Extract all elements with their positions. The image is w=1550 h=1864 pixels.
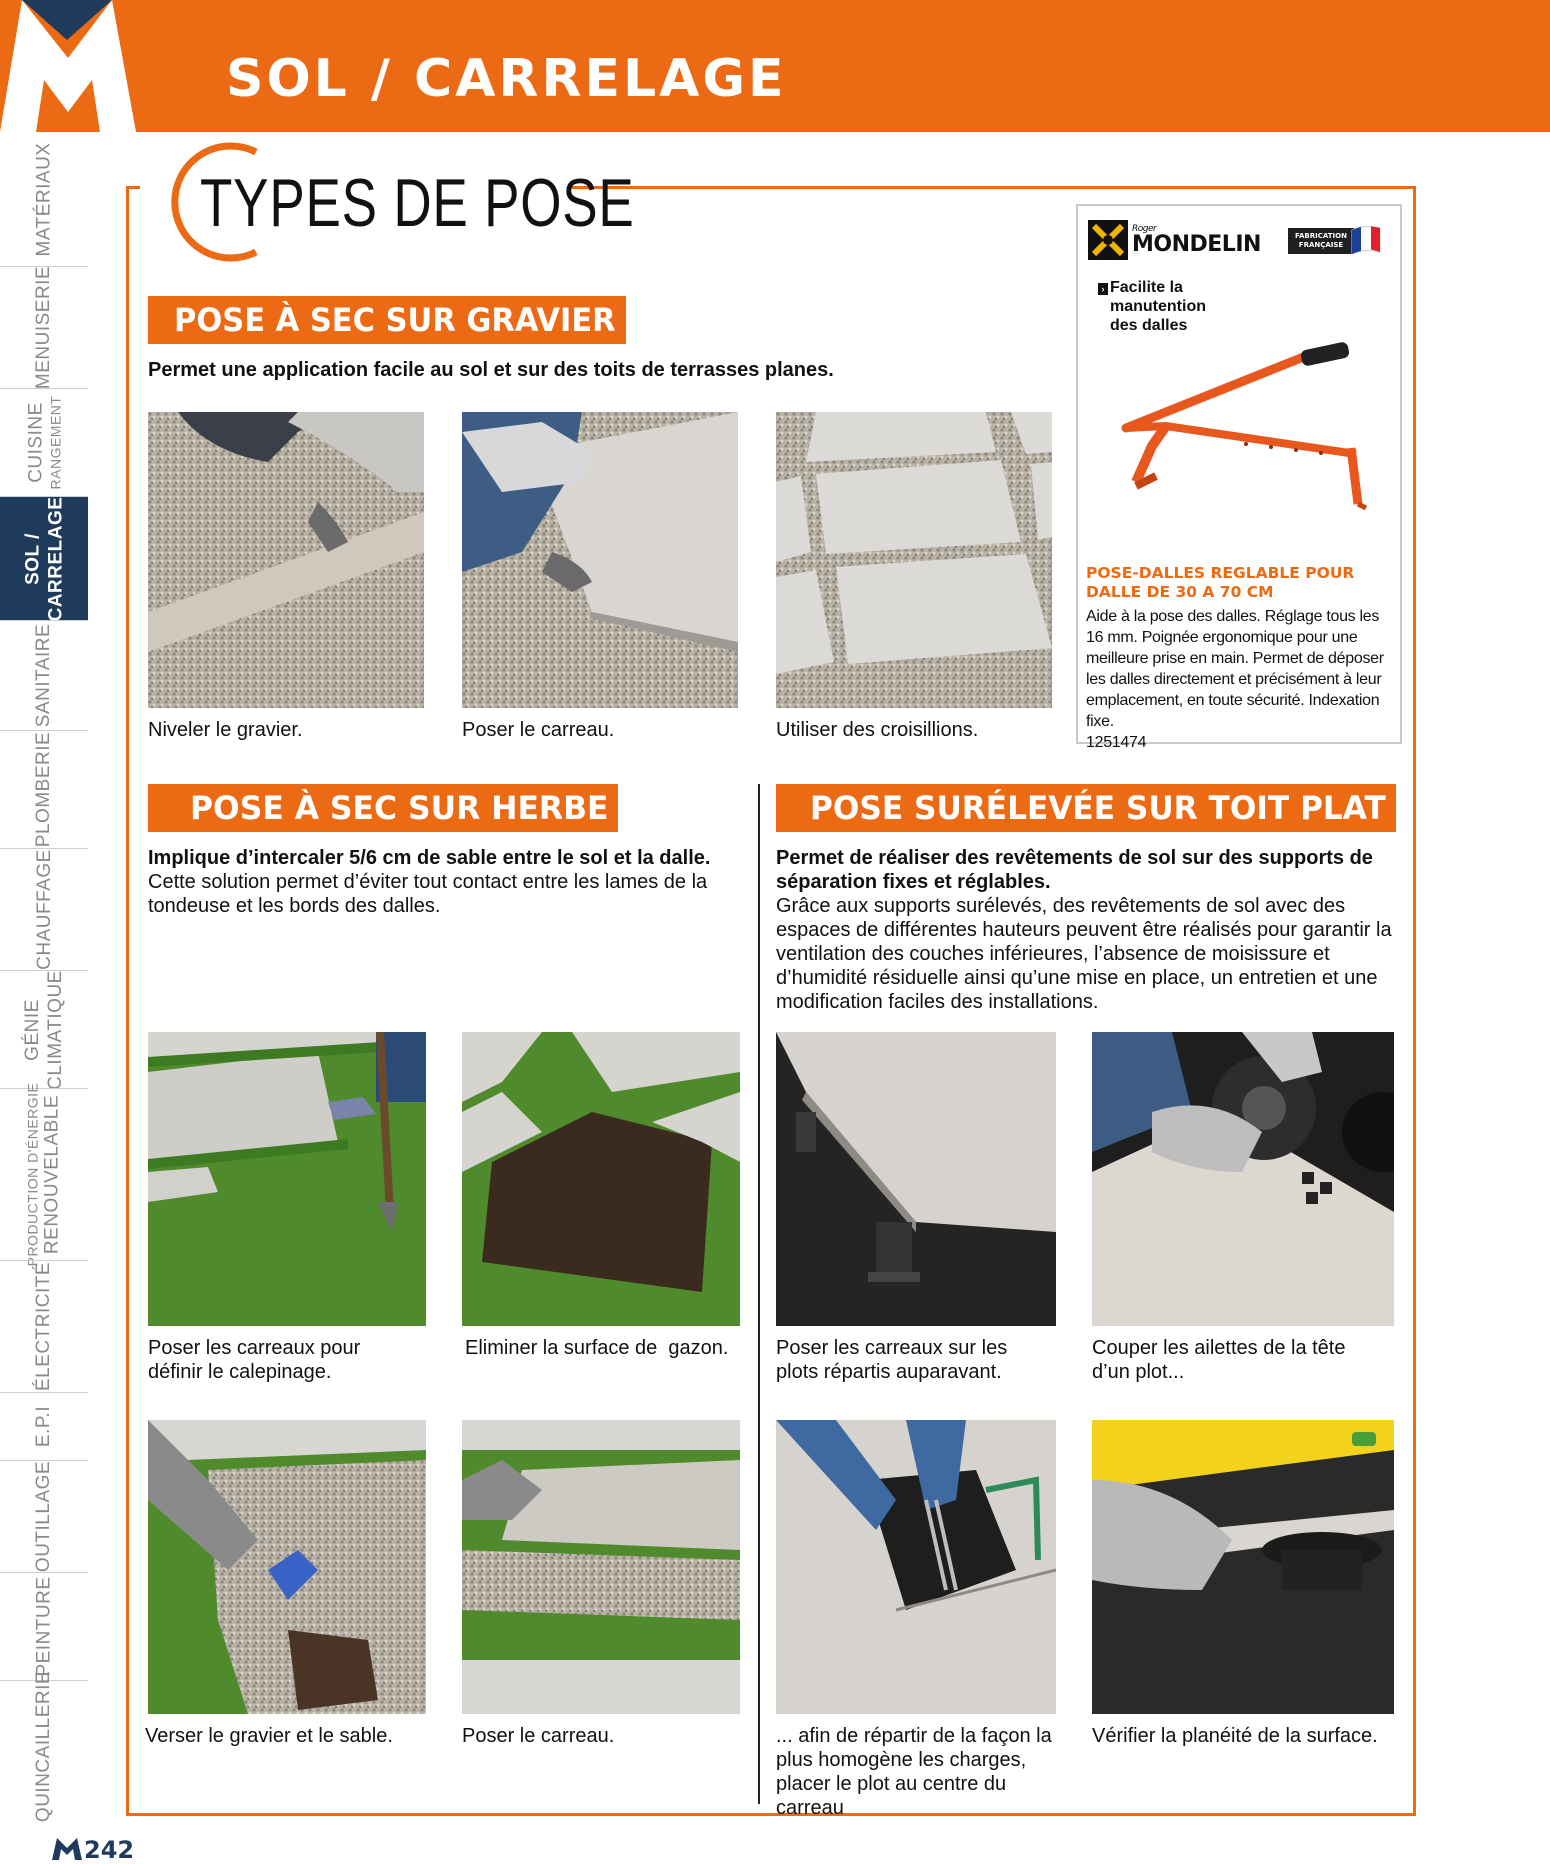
fabrication-francaise-badge xyxy=(1288,224,1386,258)
heading-pose-surelevee xyxy=(776,784,1396,832)
brand-logo xyxy=(0,0,158,132)
page-number xyxy=(52,1836,134,1864)
sidebar-item-label: PLOMBERIE xyxy=(33,731,55,848)
sidebar-item-label: OUTILLAGE xyxy=(33,1460,55,1573)
brand-block xyxy=(1088,220,1261,260)
herbe-intro xyxy=(148,846,718,918)
photo-placer-plot xyxy=(776,1420,1056,1714)
product-card[interactable] xyxy=(1076,204,1402,751)
caption-ailettes: Couper les ailettes de la tête d’un plot... xyxy=(1092,1337,1346,1383)
sidebar-item-production-energie[interactable] xyxy=(0,1082,88,1267)
arrow-icon: › xyxy=(1098,283,1108,295)
sidebar-item-sublabel: CLIMATIQUE xyxy=(45,969,66,1090)
sidebar-item-sol-carrelage[interactable] xyxy=(0,496,88,620)
sidebar-item-cuisine[interactable] xyxy=(0,388,88,496)
gravier-intro: Permet une application facile au sol et sur des toits de terrasses planes. xyxy=(148,359,834,381)
heading-pose-gravier xyxy=(148,296,626,344)
french-flag-icon xyxy=(1348,224,1384,256)
herbe-intro-bold: Implique d’intercaler 5/6 cm de sable entre le sol et la dalle. xyxy=(148,847,711,869)
heading-pose-herbe xyxy=(148,784,618,832)
page-category-title: SOL / CARRELAGE xyxy=(226,49,787,109)
photo-eliminer-gazon xyxy=(462,1032,740,1326)
sidebar-item-label: QUINCAILLERIE xyxy=(33,1670,55,1823)
toit-intro-bold: Permet de réaliser des revêtements de sol sur des supports de séparation fixes et réglables. xyxy=(776,847,1373,893)
heading-text: POSE SURÉLEVÉE SUR TOIT PLAT xyxy=(810,789,1386,827)
photo-niveler-gravier xyxy=(148,412,424,708)
sidebar-item-genie-climatique[interactable] xyxy=(0,970,88,1088)
brand-name xyxy=(1132,224,1261,256)
sidebar-item-materiaux[interactable] xyxy=(0,132,88,266)
photo-couper-ailettes xyxy=(1092,1032,1394,1326)
photo-croisillons xyxy=(776,412,1052,708)
sidebar-item-label: PRODUCTION D'ÉNERGIE xyxy=(24,1082,41,1267)
caption-croisillons: Utiliser des croisillions. xyxy=(776,719,979,741)
sidebar-item-label: ÉLECTRICITÉ xyxy=(33,1261,55,1392)
sidebar-item-label: CUISINE xyxy=(25,402,47,483)
column-divider xyxy=(758,784,760,1804)
brand-small: Roger xyxy=(1132,224,1157,234)
product-title: POSE-DALLES REGLABLE POUR DALLE DE 30 A 70 CM xyxy=(1086,564,1355,601)
herbe-intro-text: Cette solution permet d’éviter tout contact entre les lames de la tondeuse et les bords des dalles. xyxy=(148,871,708,917)
product-description-text: Aide à la pose des dalles. Réglage tous les 16 mm. Poignée ergonomique pour une meilleure prise en main. Permet de déposer les dalles directement et précisément à leur emplacement, en toute sécurité. Indexation fixe. xyxy=(1086,608,1384,730)
sidebar-item-label: SOL / xyxy=(22,532,43,585)
photo-verifier-planeite xyxy=(1092,1420,1394,1714)
brand-text: MONDELIN xyxy=(1132,232,1261,257)
heading-text: POSE À SEC SUR GRAVIER xyxy=(174,301,616,339)
benefit-line: des dalles xyxy=(1110,317,1188,334)
fabrication-text: FABRICATION FRANÇAISE xyxy=(1288,228,1354,254)
category-sidebar xyxy=(0,132,88,1823)
sidebar-item-label: PEINTURE xyxy=(33,1576,55,1677)
heading-text: POSE À SEC SUR HERBE xyxy=(190,789,609,827)
benefit-line: Facilite la xyxy=(1110,279,1183,296)
sidebar-item-sanitaire[interactable] xyxy=(0,620,88,730)
product-reference: 1251474 xyxy=(1086,734,1147,751)
caption-planeite: Vérifier la planéité de la surface. xyxy=(1092,1725,1378,1747)
caption-verser-gravier: Verser le gravier et le sable. xyxy=(145,1725,393,1747)
caption-poser-carreau: Poser le carreau. xyxy=(462,719,615,741)
caption-placer-plot: ... afin de répartir de la façon la plus homogène les charges, placer le plot au centre du carreau xyxy=(776,1725,1052,1819)
photo-poser-carreau-herbe xyxy=(462,1420,740,1714)
sidebar-item-quincaillerie[interactable] xyxy=(0,1670,88,1823)
sidebar-item-menuiserie[interactable] xyxy=(0,266,88,388)
sidebar-item-epi[interactable] xyxy=(0,1392,88,1460)
brand-m-icon xyxy=(52,1838,82,1860)
sidebar-item-label: SANITAIRE xyxy=(33,623,55,728)
caption-calepinage: Poser les carreaux pour définir le calepinage. xyxy=(148,1337,361,1383)
sidebar-item-chauffage[interactable] xyxy=(0,848,88,970)
toit-intro-text: Grâce aux supports surélevés, des revêtements de sol avec des espaces de différentes hauteurs peuvent être réalisés pour garantir la ventilation des couches inférieures, l’absence de moisissure et d’humidité résiduelle ainsi qu’une mise en place, un entretien et une modification faciles des installations. xyxy=(776,895,1392,1013)
caption-eliminer-gazon: Eliminer la surface de gazon. xyxy=(465,1337,729,1359)
caption-niveler: Niveler le gravier. xyxy=(148,719,303,741)
toit-intro xyxy=(776,846,1396,1014)
sidebar-item-sublabel: RANGEMENT xyxy=(47,395,64,490)
sidebar-item-label: MATÉRIAUX xyxy=(33,142,55,256)
section-title: TYPES DE POSE xyxy=(200,165,635,241)
sidebar-item-sublabel: RENOUVELABLE xyxy=(41,1094,63,1255)
photo-verser-gravier xyxy=(148,1420,426,1714)
sidebar-item-label: GÉNIE xyxy=(22,998,43,1061)
caption-poser-carreau-herbe: Poser le carreau. xyxy=(462,1725,615,1747)
caption-plots: Poser les carreaux sur les plots répartis auparavant. xyxy=(776,1337,1008,1383)
photo-poser-carreau-gravier xyxy=(462,412,738,708)
mondelin-logo-icon xyxy=(1088,220,1128,260)
sidebar-item-outillage[interactable] xyxy=(0,1460,88,1572)
sidebar-item-label: CHAUFFAGE xyxy=(33,849,55,970)
photo-calepinage xyxy=(148,1032,426,1326)
pose-dalles-tool-image xyxy=(1096,336,1396,536)
product-benefit xyxy=(1098,278,1218,335)
page-number-value: 242 xyxy=(84,1836,135,1864)
sidebar-item-plomberie[interactable] xyxy=(0,730,88,848)
product-description xyxy=(1086,606,1396,753)
benefit-line: manutention xyxy=(1110,298,1206,315)
photo-poser-sur-plots xyxy=(776,1032,1056,1326)
sidebar-item-label: MENUISERIE xyxy=(33,265,55,390)
sidebar-item-electricite[interactable] xyxy=(0,1260,88,1392)
sidebar-item-peinture[interactable] xyxy=(0,1572,88,1680)
sidebar-item-sublabel: CARRELAGE xyxy=(45,496,66,621)
sidebar-item-label: E.P.I xyxy=(33,1405,55,1448)
